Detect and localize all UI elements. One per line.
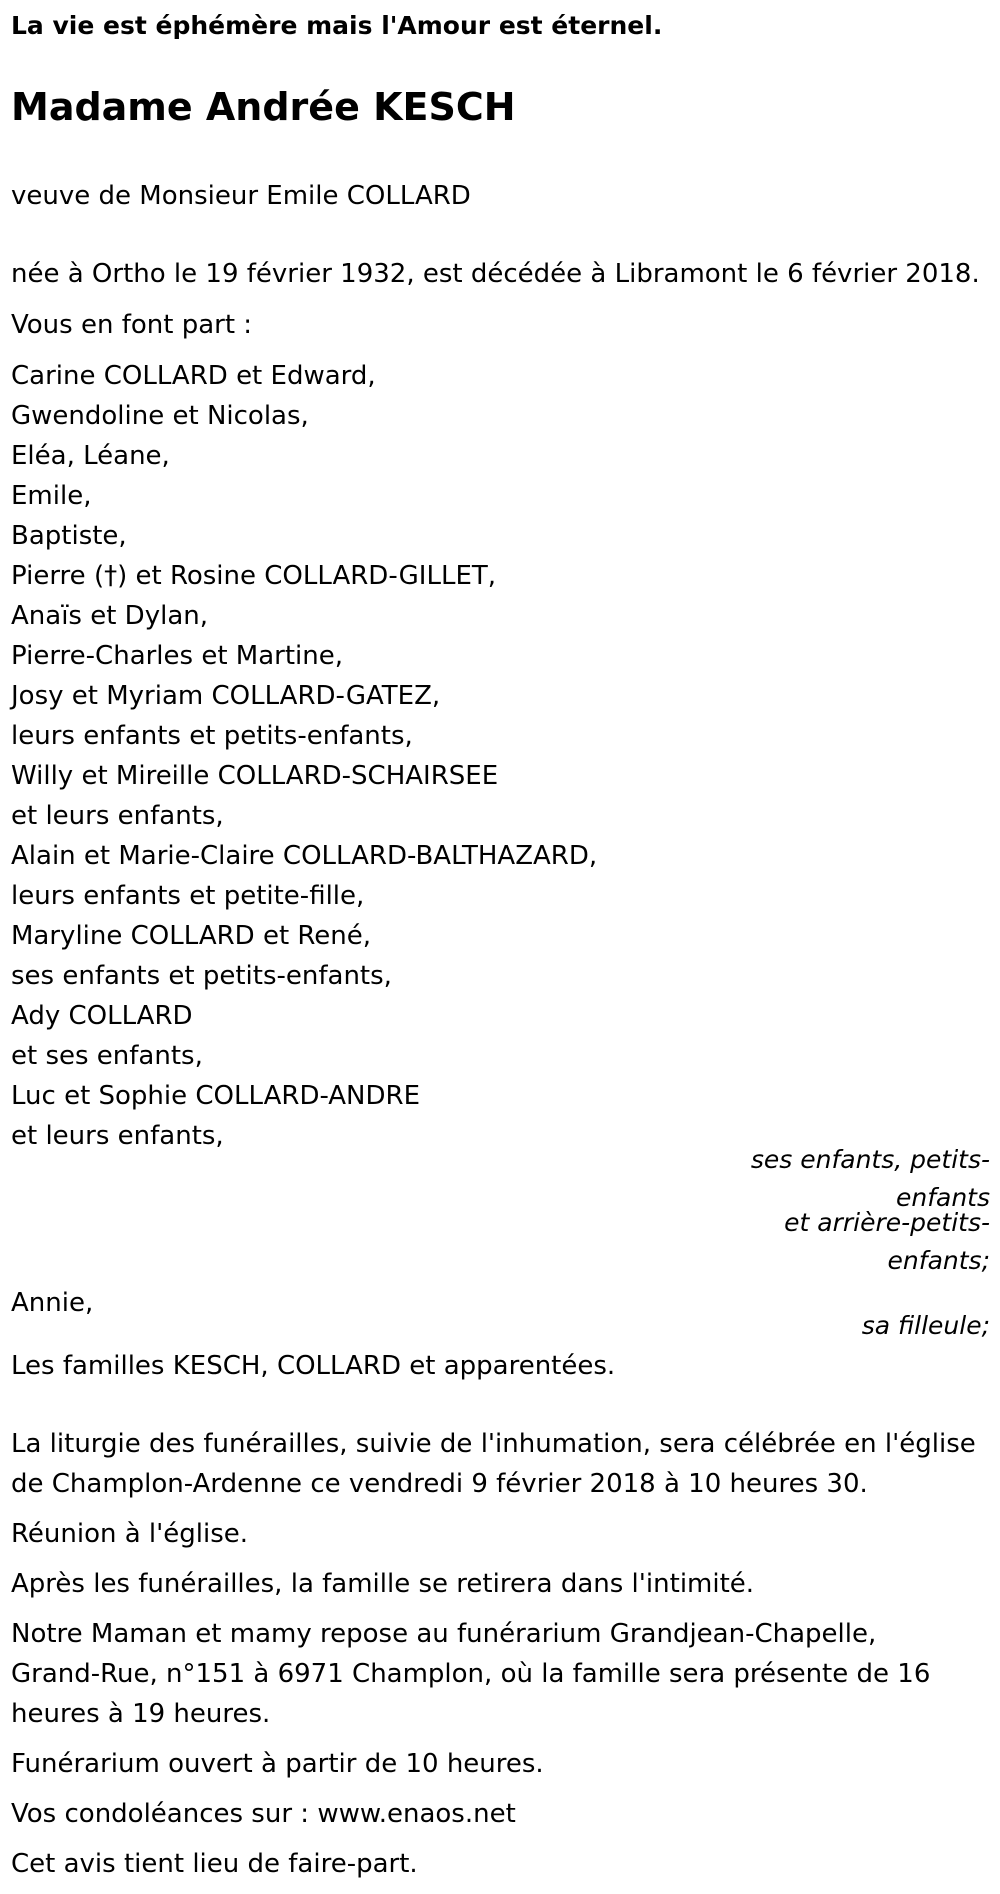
reunion-line: Réunion à l'église. xyxy=(11,1519,249,1549)
liturgy-line: de Champlon-Ardenne ce vendredi 9 février 2018 à 10 heures 30. xyxy=(11,1469,868,1499)
family-line: Eléa, Léane, xyxy=(11,441,170,471)
families-line: Les familles KESCH, COLLARD et apparentées. xyxy=(11,1351,616,1381)
notice-line: Cet avis tient lieu de faire-part. xyxy=(11,1849,418,1879)
deceased-name: Madame Andrée KESCH xyxy=(11,85,516,129)
family-line: Carine COLLARD et Edward, xyxy=(11,361,376,391)
family-line: et leurs enfants, xyxy=(11,801,224,831)
family-line: Pierre (†) et Rosine COLLARD-GILLET, xyxy=(11,561,497,591)
funerarium-line: Notre Maman et mamy repose au funérarium Grandjean-Chapelle, xyxy=(11,1619,877,1649)
family-line: leurs enfants et petite-fille, xyxy=(11,881,365,911)
family-line: Josy et Myriam COLLARD-GATEZ, xyxy=(11,681,441,711)
relation-line: enfants; xyxy=(887,1246,990,1275)
family-line: leurs enfants et petits-enfants, xyxy=(11,721,413,751)
relation-line: ses enfants, petits- xyxy=(750,1145,990,1174)
goddaughter-name: Annie, xyxy=(11,1288,94,1318)
family-line: Ady COLLARD xyxy=(11,1001,193,1031)
family-line: Maryline COLLARD et René, xyxy=(11,921,372,951)
family-line: Willy et Mireille COLLARD-SCHAIRSEE xyxy=(11,761,499,791)
relation-line: et arrière-petits- xyxy=(784,1208,990,1237)
family-line: Luc et Sophie COLLARD-ANDRE xyxy=(11,1081,421,1111)
funerarium-line: heures à 19 heures. xyxy=(11,1699,271,1729)
family-line: et leurs enfants, xyxy=(11,1121,224,1151)
relation-line: enfants xyxy=(895,1183,990,1212)
family-line: Anaïs et Dylan, xyxy=(11,601,208,631)
after-funeral-line: Après les funérailles, la famille se retirera dans l'intimité. xyxy=(11,1569,755,1599)
family-line: Emile, xyxy=(11,481,92,511)
funerarium-line: Grand-Rue, n°151 à 6971 Champlon, où la famille sera présente de 16 xyxy=(11,1659,931,1689)
family-line: Alain et Marie-Claire COLLARD-BALTHAZARD, xyxy=(11,841,598,871)
goddaughter-relation: sa filleule; xyxy=(861,1311,990,1340)
liturgy-line: La liturgie des funérailles, suivie de l'inhumation, sera célébrée en l'église xyxy=(11,1429,976,1459)
spouse-line: veuve de Monsieur Emile COLLARD xyxy=(11,181,471,211)
motto: La vie est éphémère mais l'Amour est éternel. xyxy=(11,11,663,40)
family-line: Pierre-Charles et Martine, xyxy=(11,641,344,671)
family-line: Baptiste, xyxy=(11,521,127,551)
intro-line: Vous en font part : xyxy=(11,310,253,340)
birth-death-line: née à Ortho le 19 février 1932, est décédée à Libramont le 6 février 2018. xyxy=(11,259,980,289)
family-line: ses enfants et petits-enfants, xyxy=(11,961,392,991)
family-line: Gwendoline et Nicolas, xyxy=(11,401,309,431)
family-line: et ses enfants, xyxy=(11,1041,203,1071)
condolences-line: Vos condoléances sur : www.enaos.net xyxy=(11,1799,516,1829)
opening-line: Funérarium ouvert à partir de 10 heures. xyxy=(11,1749,544,1779)
